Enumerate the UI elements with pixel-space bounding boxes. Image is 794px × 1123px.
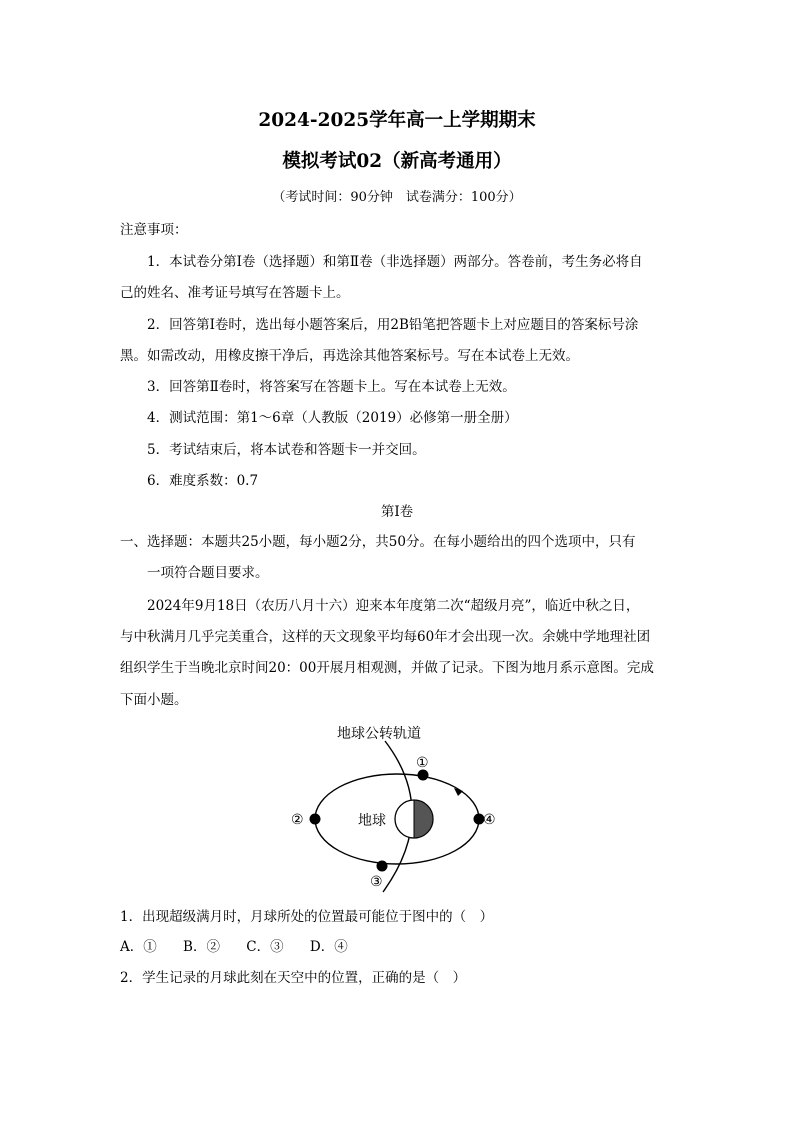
exam-title: 2024-2025学年高一上学期期末 — [258, 110, 536, 131]
question-2: 2．学生记录的月球此刻在天空中的位置，正确的是（ ） — [120, 970, 467, 986]
moon-position-1 — [418, 770, 429, 781]
moon-position-2 — [310, 814, 321, 825]
earth-moon-diagram — [280, 718, 520, 898]
note-item-6: 6．难度系数：0.7 — [147, 473, 259, 489]
note-item-1-cont: 己的姓名、准考证号填写在答题卡上。 — [120, 285, 350, 301]
exam-subtitle: 模拟考试02（新高考通用） — [282, 151, 512, 172]
note-item-1: 1．本试卷分第Ⅰ卷（选择题）和第Ⅱ卷（非选择题）两部分。答卷前，考生务必将自 — [147, 254, 643, 270]
material-line-4: 下面小题。 — [120, 692, 188, 708]
material-line-2: 与中秋满月几乎完美重合，这样的天文现象平均每60年才会出现一次。余姚中学地理社团 — [120, 629, 651, 645]
question-1: 1．出现超级满月时，月球所处的位置最可能位于图中的（ ） — [120, 909, 494, 925]
position-label-3: ③ — [370, 874, 383, 890]
note-item-2: 2．回答第Ⅰ卷时，选出每小题答案后，用2B铅笔把答题卡上对应题目的答案标号涂 — [147, 317, 639, 333]
moon-position-3 — [377, 861, 388, 872]
volume-title: 第Ⅰ卷 — [380, 504, 414, 520]
note-item-3: 3．回答第Ⅱ卷时，将答案写在答题卡上。写在本试卷上无效。 — [147, 379, 516, 395]
note-item-2-cont: 黑。如需改动，用橡皮擦干净后，再选涂其他答案标号。写在本试卷上无效。 — [120, 348, 579, 364]
position-label-4: ④ — [483, 812, 496, 828]
section-heading-cont: 一项符合题目要求。 — [147, 565, 269, 581]
question-1-options — [120, 935, 370, 955]
earth-label: 地球 — [358, 813, 386, 829]
orbit-label: 地球公转轨道 — [337, 726, 421, 742]
section-heading: 一、选择题：本题共25小题，每小题2分，共50分。在每小题给出的四个选项中，只有 — [120, 534, 636, 550]
option-b: B．② — [183, 939, 220, 955]
option-d: D．④ — [309, 939, 348, 955]
option-a: A．① — [120, 939, 157, 955]
material-line-1: 2024年9月18日（农历八月十六）迎来本年度第二次“超级月亮”，临近中秋之日， — [147, 598, 640, 614]
note-item-5: 5．考试结束后，将本试卷和答题卡一并交回。 — [147, 442, 426, 458]
earth-night-side — [414, 800, 433, 838]
position-label-2: ② — [291, 812, 304, 828]
position-label-1: ① — [416, 755, 429, 771]
option-c: C．③ — [246, 939, 284, 955]
exam-info: （考试时间：90分钟 试卷满分：100分） — [272, 190, 522, 205]
notes-heading: 注意事项： — [120, 222, 188, 238]
material-line-3: 组织学生于当晚北京时间20：00开展月相观测，并做了记录。下图为地月系示意图。完成 — [120, 660, 654, 676]
note-item-4: 4．测试范围：第1～6章（人教版（2019）必修第一册全册） — [147, 410, 518, 426]
